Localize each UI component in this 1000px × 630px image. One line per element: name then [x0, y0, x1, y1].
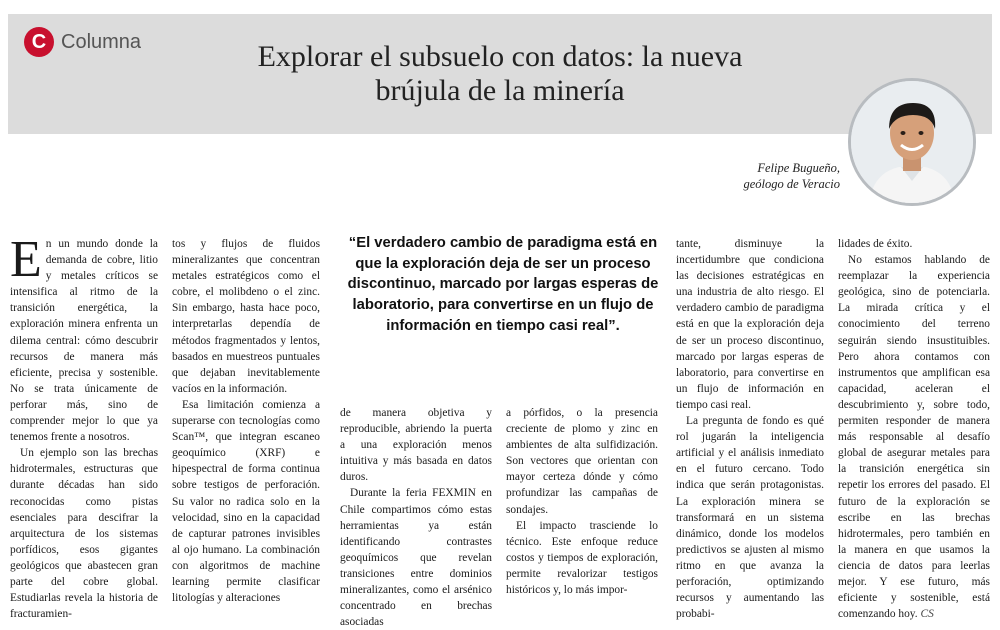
section-badge: [24, 27, 141, 57]
paragraph: Esa limitación comienza a superarse con tecnologías como Scan™, que integran escaneo geoquímico (XRF) e hipespectral de forma continua sobre testigos de perforación. Su valor no radica solo en la velocidad, sino en la capacidad de capturar patrones invisibles al ojo humano. La combinación con algoritmos de machine learning permite clasificar litologías y alteraciones: [172, 398, 320, 605]
author-avatar: [848, 78, 976, 206]
paragraph: [838, 252, 990, 622]
paragraph: de manera objetiva y reproducible, abriendo la puerta a una exploración menos intuitiva y más basada en datos duros.: [340, 407, 492, 484]
section-label: Columna: [61, 30, 142, 53]
section-badge-icon: C: [24, 27, 54, 57]
article-column-5: [676, 236, 824, 622]
byline-role: geólogo de Veracio: [743, 177, 840, 191]
author-portrait-icon: [851, 81, 973, 203]
paragraph: [10, 231, 158, 445]
byline: [690, 160, 840, 192]
paragraph: tos y flujos de fluidos mineralizantes que concentran metales estratégicos como el cobre, el molibdeno o el zinc. Sin embargo, hasta hace poco, interpretarlas dependía de métodos fragmentados y lentos, basados en muestreos puntuales que dejaban inevitablemente vacíos en la información.: [172, 238, 320, 395]
paragraph-text: No estamos hablando de reemplazar la experiencia geológica, sino de potenciarla. La mirada crítica y el conocimiento del terreno seguirán siendo insustituibles. Pero ahora contamos con instrumentos que amplifican esa capacidad, aceleran el descubrimiento y, sobre todo, permiten responder de manera más responsable al desafío global de asegurar metales para la transición energética sin repetir los errores del pasado. El futuro de la exploración se escribe en las brechas hidrotermales, pero también en la manera en que usamos la ciencia de datos para leerlas mejor. Y ese futuro, más eficiente y sostenible, está comenzando hoy.: [838, 254, 990, 621]
headline: Explorar el subsuelo con datos: la nueva brújula de la minería: [257, 40, 743, 107]
paragraph: tante, disminuye la incertidumbre que condiciona las decisiones estratégicas en una industria de alto riesgo. El verdadero cambio de paradigma está en que la exploración deja de ser un proceso discontinuo, marcado por largas esperas de laboratorio, para convertirse en un flujo de información en tiempo casi real.: [676, 238, 824, 411]
paragraph: lidades de éxito.: [838, 238, 913, 250]
paragraph: a pórfidos, o la presencia creciente de plomo y zinc en ambientes de alta sulfidización. Son vectores que orientan con mayor certeza dónde y cómo profundizar las campañas de sondajes.: [506, 407, 658, 516]
paragraph: El impacto trasciende lo técnico. Este enfoque reduce costos y tiempos de exploración, permite revalorizar testigos históricos y, lo más impor-: [506, 519, 658, 597]
pull-quote: “El verdadero cambio de paradigma está en que la exploración deja de ser un proceso discontinuo, marcado por largas esperas de laboratorio, para convertirse en un flujo de información en tiempo casi real”.: [347, 235, 659, 334]
paragraph: Durante la feria FEXMIN en Chile compartimos cómo estas herramientas ya están identificando contrastes geoquímicos que revelan transiciones entre dominios mineralizantes, como el arsénico concentrado en brechas asociadas: [340, 487, 492, 629]
end-mark: CS: [920, 608, 934, 621]
article-column-4: [506, 405, 658, 598]
paragraph-text: n un mundo donde la demanda de cobre, litio y metales críticos se intensifica al ritmo de la transición energética, la exploración minera enfrenta un dilema central: cómo descubrir recursos de manera más eficiente, precisa y sostenible. No se trata únicamente de perforar más, sino de comprender mejor lo que ya tenemos frente a nosotros.: [10, 238, 158, 444]
paragraph: Un ejemplo son las brechas hidrotermales, estructuras que durante décadas han sido reconocidas como pistas esenciales para descifrar la arquitectura de los sistemas porfídicos, esos gigantes geológicos que abastecen gran parte del cobre global. Estudiarlas revela la historia de fracturamien-: [10, 447, 158, 621]
article-column-1: [10, 231, 158, 622]
article-column-6: [838, 236, 990, 622]
article-column-3: [340, 405, 492, 630]
paragraph: La pregunta de fondo es qué rol jugarán la inteligencia artificial y el análisis inmediato en el futuro cercano. Todo indica que serán protagonistas. La exploración minera se transformará en un sistema dinámico, donde los modelos predictivos se ajusten al mismo ritmo en que avanza la perforación, optimizando recursos y aumentando las probabi-: [676, 415, 824, 621]
article-column-2: [172, 236, 320, 606]
byline-author: Felipe Bugueño,: [757, 161, 840, 175]
dropcap: E: [10, 231, 42, 288]
